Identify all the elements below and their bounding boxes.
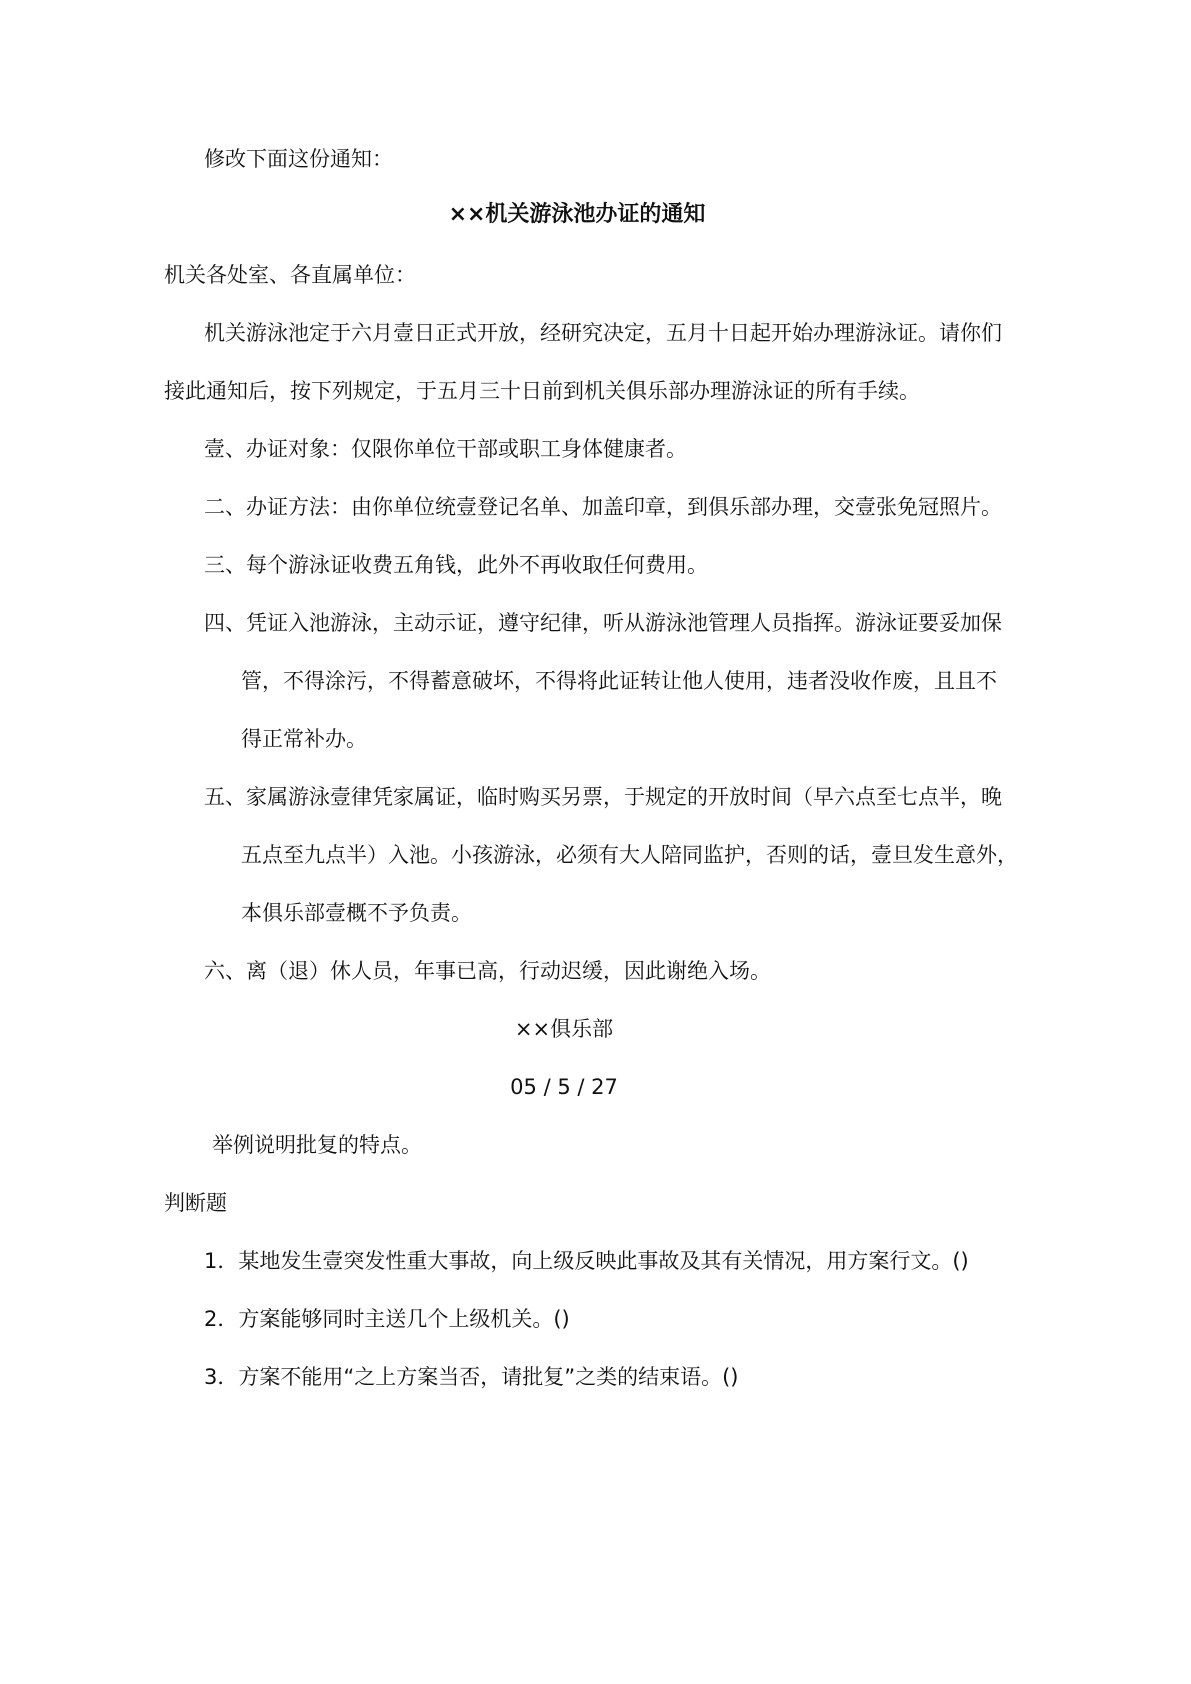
notice-paragraph-line: 接此通知后，按下列规定，于五月三十日前到机关俱乐部办理游泳证的所有手续。 [164, 379, 920, 403]
notice-item-2: 二、办证方法：由你单位统壹登记名单、加盖印章，到俱乐部办理，交壹张免冠照片。 [204, 495, 1002, 519]
notice-item-1: 壹、办证对象：仅限你单位干部或职工身体健康者。 [204, 437, 687, 461]
notice-item-3: 三、每个游泳证收费五角钱，此外不再收取任何费用。 [204, 553, 708, 577]
notice-item-5: 五、家属游泳壹律凭家属证，临时购买另票，于规定的开放时间（早六点至七点半，晚 [204, 785, 1002, 809]
judgement-question-3: 3．方案不能用“之上方案当否，请批复”之类的结束语。() [204, 1365, 739, 1389]
notice-item-4: 四、凭证入池游泳，主动示证，遵守纪律，听从游泳池管理人员指挥。游泳证要妥加保 [204, 611, 1002, 635]
notice-date: 05 / 5 / 27 [510, 1075, 618, 1099]
notice-item-6: 六、离（退）休人员，年事已高，行动迟缓，因此谢绝入场。 [204, 959, 771, 983]
notice-title: ××机关游泳池办证的通知 [448, 202, 706, 227]
notice-recipient: 机关各处室、各直属单位： [164, 263, 416, 287]
notice-signature: ××俱乐部 [514, 1017, 614, 1041]
notice-item-5-continued: 五点至九点半）入池。小孩游泳，必须有大人陪同监护，否则的话，壹旦发生意外， [241, 843, 1018, 867]
notice-paragraph-line: 机关游泳池定于六月壹日正式开放，经研究决定，五月十日起开始办理游泳证。请你们 [204, 321, 1002, 345]
notice-item-4-continued: 管，不得涂污，不得蓄意破坏，不得将此证转让他人使用，违者没收作废，且且不 [241, 669, 997, 693]
judgement-heading: 判断题 [164, 1191, 227, 1215]
intro-text: 修改下面这份通知： [204, 147, 393, 171]
judgement-question-1: 1．某地发生壹突发性重大事故，向上级反映此事故及其有关情况，用方案行文。() [204, 1249, 969, 1273]
question-text: 举例说明批复的特点。 [212, 1133, 422, 1157]
judgement-question-2: 2．方案能够同时主送几个上级机关。() [204, 1307, 570, 1331]
notice-item-4-continued: 得正常补办。 [241, 727, 367, 751]
notice-item-5-continued: 本俱乐部壹概不予负责。 [241, 901, 472, 925]
